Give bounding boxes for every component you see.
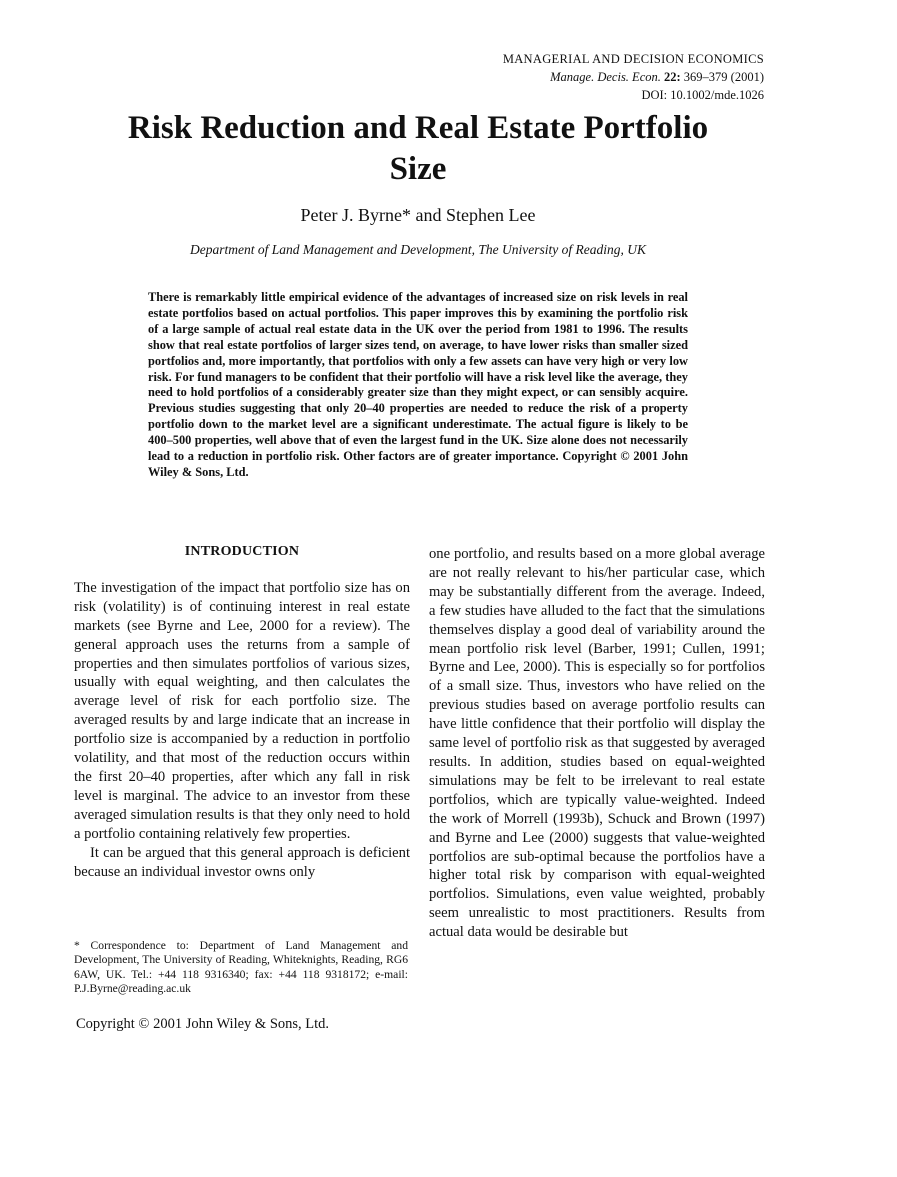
right-column: [429, 545, 765, 942]
copyright-notice: Copyright © 2001 John Wiley & Sons, Ltd.: [76, 1016, 330, 1032]
affiliation: Department of Land Management and Development, The University of Reading, UK: [190, 242, 646, 257]
footnote-text: * Correspondence to: Department of Land Management and Development, The University of Reading, Whiteknights, Reading, RG6 6AW, UK. Tel.: +44 118 9316340; fax: +44 118 9318172; e-mail: P.J.Byrne@reading.ac.uk: [74, 939, 408, 995]
journal-volume: 22:: [664, 70, 681, 84]
right-column-paragraph: one portfolio, and results based on a more global average are not really relevant to his/her particular case, which may be substantially different from the average. Indeed, a few studies have alluded to the fact that the simulations themselves display a good deal of variability around the mean portfolio risk level (Barber, 1991; Cullen, 1991; Byrne and Lee, 2000). This is especially so for portfolios of a small size. Thus, investors who have relied on the previous studies based on average portfolio results can have little confidence that their portfolio will display the same level of portfolio risk as that suggested by averaged results. In addition, studies based on equal-weighted simulations may be felt to be irrelevant to real estate portfolios, which are typically value-weighted. Indeed the work of Morrell (1993b), Schuck and Brown (1997) and Byrne and Lee (2000) suggests that value-weighted portfolios are sub-optimal because the portfolios have a higher total risk by comparison with equal-weighted portfolios. Simulations, even value weighted, probably seem unrealistic to most practitioners. Results from actual data would be desirable but: [429, 546, 765, 941]
journal-doi: DOI: 10.1002/mde.1026: [641, 88, 764, 102]
journal-name: MANAGERIAL AND DECISION ECONOMICS: [502, 52, 764, 66]
authors: Peter J. Byrne* and Stephen Lee: [300, 205, 536, 225]
intro-paragraph-1: The investigation of the impact that portfolio size has on risk (volatility) is of continuing interest in real estate markets (see Byrne and Lee, 2000 for a review). The general approach uses the returns from a sample of properties and then simulates portfolios of various sizes, usually with equal weighting, and then calculates the average level of risk for each portfolio size. The averaged results by and large indicate that an increase in portfolio size is accompanied by a reduction in portfolio volatility, and that most of the reduction occurs within the first 20–40 properties, after which any fall in risk level is marginal. The advice to an investor from these averaged simulation results is that they only need to hold a portfolio containing relatively few properties.: [74, 579, 410, 842]
left-column: [74, 543, 410, 881]
intro-paragraph-2: It can be argued that this general approach is deficient because an individual investor owns only: [74, 844, 410, 880]
journal-header: [503, 50, 764, 104]
journal-pages: 369–379 (2001): [683, 70, 764, 84]
section-heading: INTRODUCTION: [184, 544, 300, 559]
journal-abbrev: Manage. Decis. Econ.: [550, 70, 661, 84]
article-title: [60, 108, 776, 190]
journal-citation: [503, 68, 764, 86]
correspondence-footnote: [74, 939, 408, 996]
abstract: There is remarkably little empirical evidence of the advantages of increased size on risk levels in real estate portfolios based on actual portfolios. This paper improves this by examining the portfolio risk of a large sample of actual real estate data in the UK over the period from 1981 to 1996. The results show that real estate portfolios of larger sizes tend, on average, to have lower risks than smaller sized portfolios and, more importantly, that portfolios with only a few assets can have very high or very low risk. For fund managers to be confident that their portfolio will have a risk level like the average, they need to hold portfolios of a considerably greater size than they might expect, or can sensibly acquire. Previous studies suggesting that only 20–40 properties are needed to reduce the risk of a property portfolio down to the market level are a significant underestimate. The actual figure is likely to be 400–500 properties, well above that of even the largest fund in the UK. Size alone does not necessarily lead to a reduction in portfolio risk. Other factors are of greater importance. Copyright © 2001 John Wiley & Sons, Ltd.: [148, 290, 688, 479]
title-line-2: Size: [389, 151, 447, 187]
title-line-1: Risk Reduction and Real Estate Portfolio: [127, 110, 709, 146]
